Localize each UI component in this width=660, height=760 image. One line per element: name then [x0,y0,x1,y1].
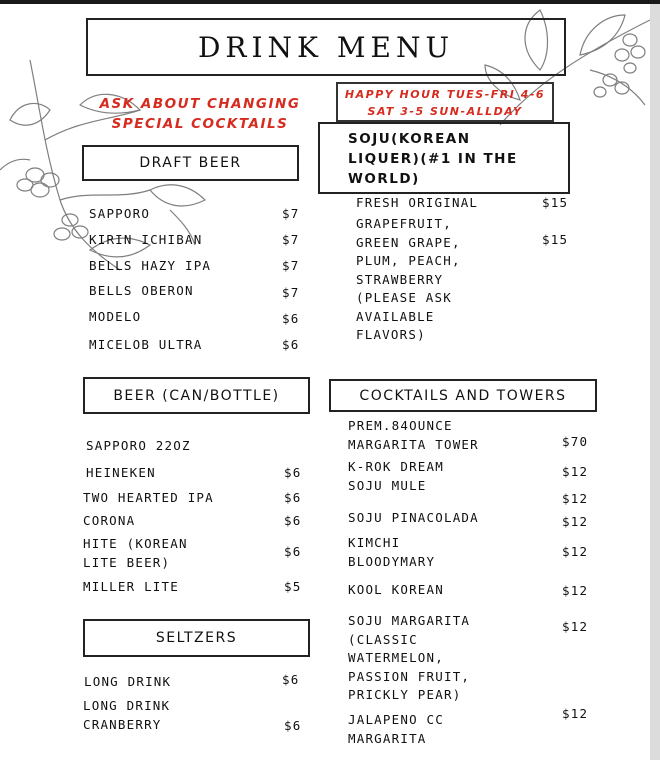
can-item-name: CORONA [83,513,136,528]
ask-line-1: ASK ABOUT CHANGING [99,96,301,112]
seltzer-item-price: $6 [282,672,300,687]
draft-item-price: $7 [282,285,300,300]
cocktail-item-price: $12 [562,464,589,479]
draft-item-price: $7 [282,258,300,273]
can-item-price: $6 [284,465,302,480]
soju-item-name: GRAPEFRUIT, GREEN GRAPE, PLUM, PEACH, STRAWBERRY (PLEASE ASK AVAILABLE FLAVORS) [356,216,461,342]
seltzers-heading [83,619,310,657]
draft-item-price: $7 [282,206,300,221]
soju-heading [318,122,570,194]
draft-item-name: BELLS HAZY IPA [89,258,212,273]
happy-hour-line-1: HAPPY HOUR TUES-FRI 4-6 [344,88,546,101]
seltzers-heading-text: SELTZERS [155,630,238,646]
soju-item-price: $15 [542,232,569,247]
cocktail-item-price: $12 [562,583,589,598]
cocktail-item-name: K-ROK DREAM [348,459,444,474]
draft-item-price: $7 [282,232,300,247]
draft-beer-heading-text: DRAFT BEER [139,155,242,171]
can-item-price: $5 [284,579,302,594]
cocktail-item-price: $70 [562,434,589,449]
draft-item-price: $6 [282,311,300,326]
draft-item-price: $6 [282,337,300,352]
cocktail-item-name: SOJU MULE [348,478,427,493]
happy-hour-box [336,82,554,122]
beer-can-heading-text: BEER (CAN/BOTTLE) [113,387,280,404]
page-edge [650,0,660,760]
cocktail-item-price: $12 [562,706,589,721]
cocktails-heading-text: COCKTAILS AND TOWERS [359,387,567,404]
draft-item-name: KIRIN ICHIBAN [89,232,203,247]
soju-item-name: FRESH ORIGINAL [356,195,479,210]
beer-can-heading [83,377,310,414]
happy-hour-line-2: SAT 3-5 SUN-ALLDAY [367,105,523,118]
cocktail-item-name: KOOL KOREAN [348,582,444,597]
seltzer-item-price: $6 [284,718,302,733]
can-item-name: HITE (KOREAN LITE BEER) [83,536,188,570]
cocktail-item-name: SOJU PINACOLADA [348,510,479,525]
can-item-name: TWO HEARTED IPA [83,490,214,505]
soju-item-price: $15 [542,195,569,210]
cocktail-item-price: $12 [562,491,589,506]
ask-about-cocktails-note [90,94,310,134]
seltzer-item-name: LONG DRINK CRANBERRY [83,698,171,732]
seltzer-item-name: LONG DRINK [84,674,172,689]
can-item-name: MILLER LITE [83,579,179,594]
cocktail-item-price: $12 [562,619,589,634]
cocktail-item-name: JALAPENO CC MARGARITA [348,712,444,746]
can-item-name: HEINEKEN [86,465,156,480]
cocktail-item-name: SOJU MARGARITA (CLASSIC WATERMELON, PASSION FRUIT, PRICKLY PEAR) [348,613,471,702]
cocktail-item-name: KIMCHI BLOODYMARY [348,535,436,569]
can-item-price: $6 [284,544,302,559]
soju-heading-text: SOJU(KOREAN LIQUER)(#1 IN THE WORLD) [348,131,518,187]
draft-item-name: MICELOB ULTRA [89,337,203,352]
draft-item-name: MODELO [89,309,142,324]
page-title-text: DRINK MENU [197,30,455,64]
can-item-price: $6 [284,490,302,505]
cocktail-item-price: $12 [562,544,589,559]
page-title [86,18,566,76]
can-item-price: $6 [284,513,302,528]
draft-item-name: SAPPORO [89,206,151,221]
cocktails-heading [329,379,597,412]
can-item-name: SAPPORO 22OZ [86,438,191,453]
draft-item-name: BELLS OBERON [89,283,194,298]
ask-line-2: SPECIAL COCKTAILS [111,116,289,132]
cocktail-item-name: PREM.84OUNCE MARGARITA TOWER [348,418,479,452]
cocktail-item-price: $12 [562,514,589,529]
draft-beer-heading [82,145,299,181]
